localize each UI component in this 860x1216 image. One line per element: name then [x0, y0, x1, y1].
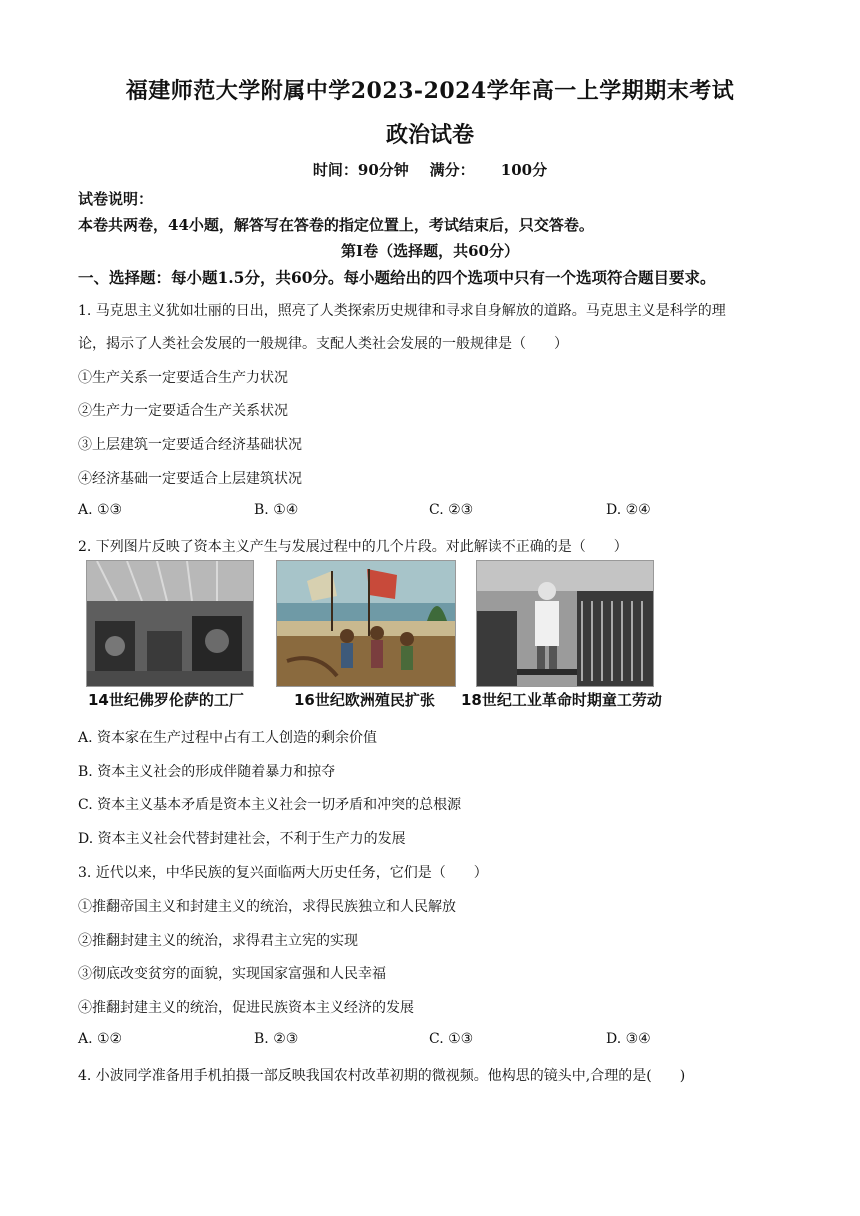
score-value: 100分: [500, 161, 548, 179]
q3-option-d[interactable]: D. ③④: [606, 1031, 651, 1047]
q1-stem-line2: 论，揭示了人类社会发展的一般规律。支配人类社会发展的一般规律是（ ）: [78, 336, 568, 352]
q2-option-c[interactable]: C. 资本主义基本矛盾是资本主义社会一切矛盾和冲突的总根源: [78, 797, 462, 813]
q1-option-c[interactable]: C. ②③: [429, 502, 474, 518]
q1-item-3: ③上层建筑一定要适合经济基础状况: [78, 437, 302, 453]
q2-option-b[interactable]: B. 资本主义社会的形成伴随着暴力和掠夺: [78, 764, 336, 780]
q3-stem: 3. 近代以来，中华民族的复兴面临两大历史任务，它们是（ ）: [78, 865, 488, 881]
part-title: 一、选择题：每小题1.5分，共60分。每小题给出的四个选项中只有一个选项符合题目要求。: [78, 268, 716, 287]
q3-item-1: ①推翻帝国主义和封建主义的统治，求得民族独立和人民解放: [78, 899, 456, 915]
q1-option-d[interactable]: D. ②④: [606, 502, 651, 518]
q1-option-a[interactable]: A. ①③: [78, 502, 123, 518]
q2-stem: 2. 下列图片反映了资本主义产生与发展过程中的几个片段。对此解读不正确的是（ ）: [78, 539, 628, 555]
instructions-body: 本卷共两卷，44小题，解答写在答卷的指定位置上，考试结束后，只交答卷。: [78, 216, 594, 234]
q1-option-b[interactable]: B. ①④: [254, 502, 299, 518]
volume-title: 第Ⅰ卷（选择题，共60分）: [341, 242, 519, 260]
q1-item-2: ②生产力一定要适合生产关系状况: [78, 403, 288, 419]
exam-meta: [0, 159, 860, 180]
caption-colonial-expansion: 16世纪欧洲殖民扩张: [294, 691, 435, 709]
q3-item-2: ②推翻封建主义的统治，求得君主立宪的实现: [78, 933, 358, 949]
time-limit: 时间：90分钟: [312, 161, 409, 179]
q3-option-b[interactable]: B. ②③: [254, 1031, 299, 1047]
caption-child-labor: 18世纪工业革命时期童工劳动: [461, 691, 662, 709]
child-labor-image: [476, 560, 654, 687]
q3-option-a[interactable]: A. ①②: [78, 1031, 123, 1047]
exam-title: 福建师范大学附属中学2023-2024学年高一上学期期末考试: [125, 78, 735, 104]
q1-item-1: ①生产关系一定要适合生产力状况: [78, 370, 288, 386]
caption-florence-factory: 14世纪佛罗伦萨的工厂: [88, 691, 244, 709]
q2-option-d[interactable]: D. 资本主义社会代替封建社会，不利于生产力的发展: [78, 831, 406, 847]
q1-stem-line1: 1. 马克思主义犹如壮丽的日出，照亮了人类探索历史规律和寻求自身解放的道路。马克思主义是科学的理: [78, 303, 726, 319]
q1-item-4: ④经济基础一定要适合上层建筑状况: [78, 471, 302, 487]
exam-subject: 政治试卷: [385, 122, 474, 148]
score-label: 满分：: [429, 161, 475, 179]
q3-option-c[interactable]: C. ①③: [429, 1031, 474, 1047]
colonial-expansion-image: [276, 560, 456, 687]
q3-item-4: ④推翻封建主义的统治，促进民族资本主义经济的发展: [78, 1000, 414, 1016]
florence-factory-image: [86, 560, 254, 687]
q3-item-3: ③彻底改变贫穷的面貌，实现国家富强和人民幸福: [78, 966, 386, 982]
q4-stem: 4. 小波同学准备用手机拍摄一部反映我国农村改革初期的微视频。他构思的镜头中,合理的是( ): [78, 1068, 686, 1084]
instructions-heading: 试卷说明：: [78, 190, 154, 208]
q2-option-a[interactable]: A. 资本家在生产过程中占有工人创造的剩余价值: [78, 730, 378, 746]
